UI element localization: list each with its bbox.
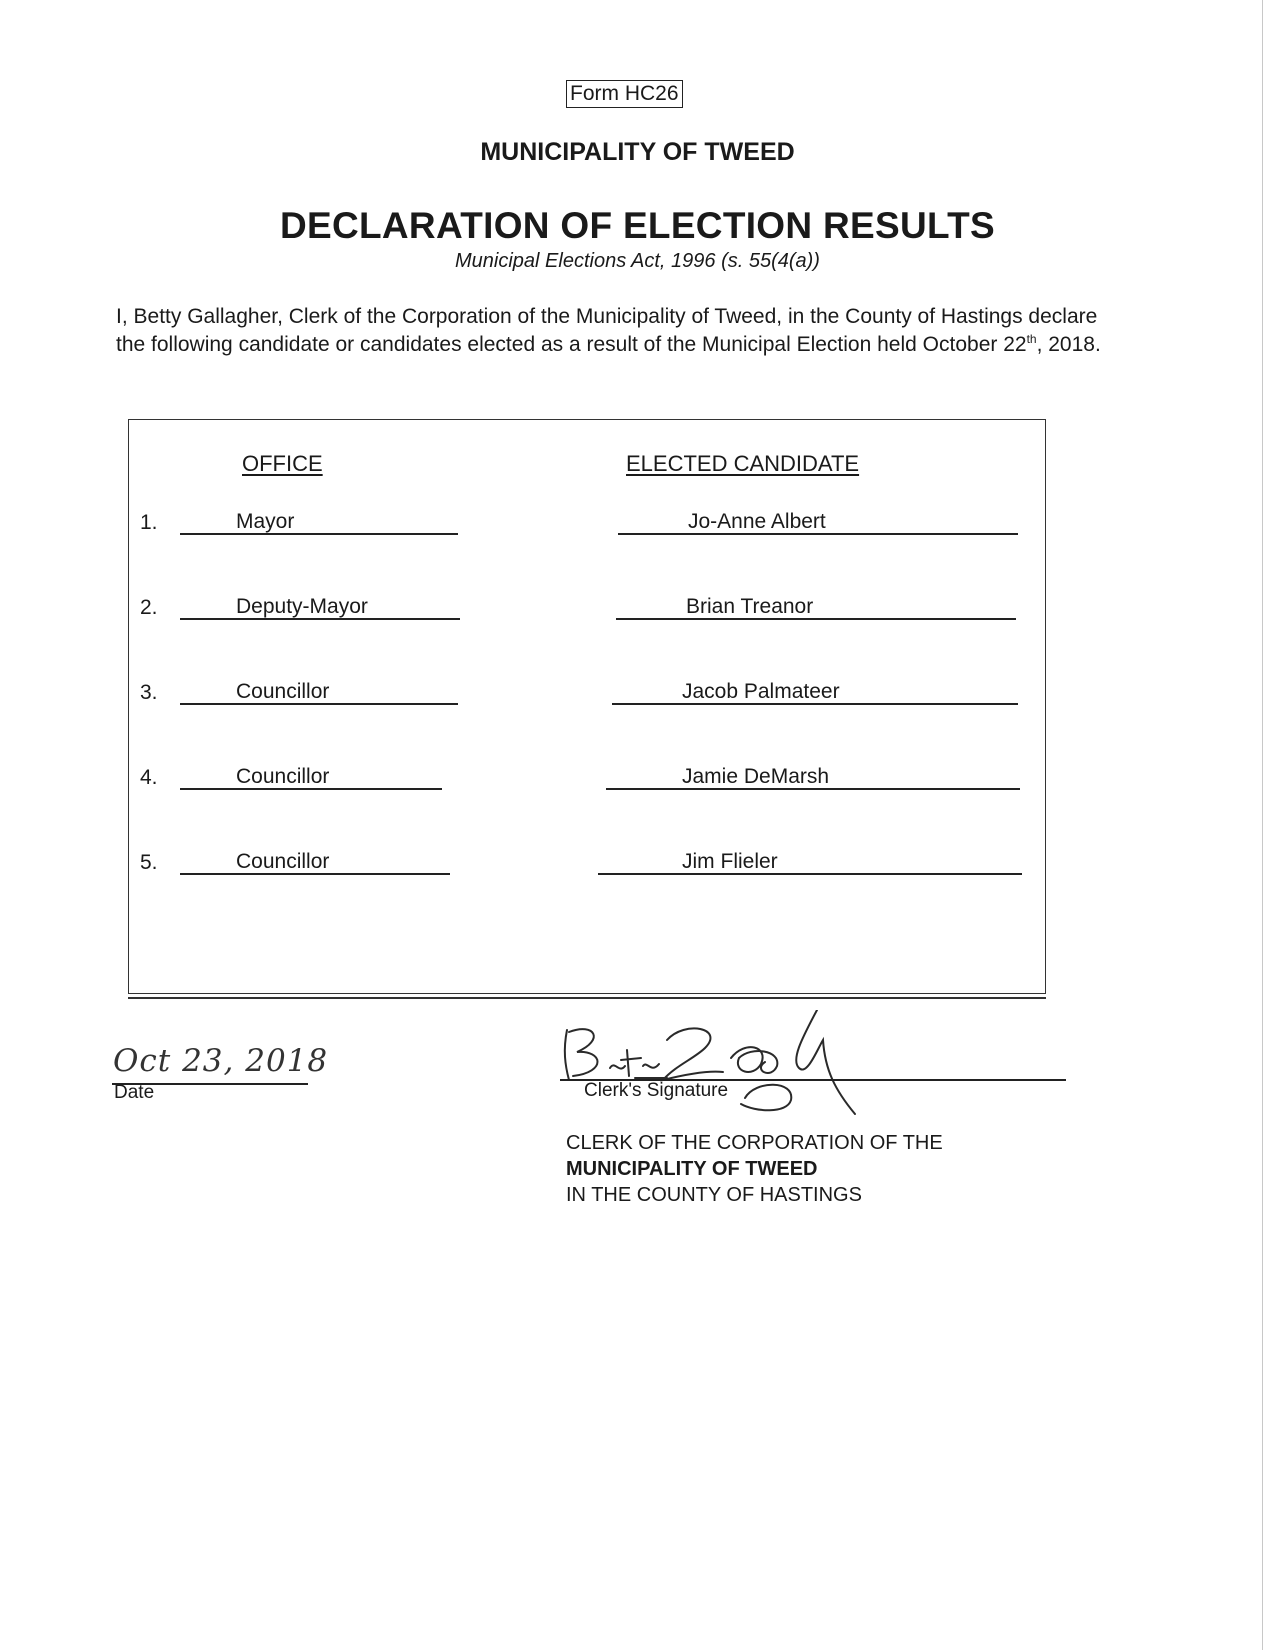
statute-reference: Municipal Elections Act, 1996 (s. 55(4(a)) (455, 250, 820, 272)
date-label: Date (114, 1082, 155, 1103)
signature-label: Clerk's Signature (584, 1080, 729, 1101)
office-name: Councillor (236, 765, 330, 788)
candidate-name: Brian Treanor (686, 595, 814, 618)
row-number: 2. (140, 596, 158, 619)
office-name: Deputy-Mayor (236, 595, 368, 618)
scan-edge-line (1262, 0, 1263, 1650)
office-name: Councillor (236, 680, 330, 703)
candidate-name: Jo-Anne Albert (688, 510, 826, 533)
results-box (128, 419, 1046, 994)
handwritten-date: Oct 23, 2018 (113, 1043, 329, 1079)
office-name: Councillor (236, 850, 330, 873)
row-number: 5. (140, 851, 158, 874)
declaration-paragraph (116, 303, 1126, 359)
candidate-line (616, 618, 1016, 620)
declaration-text-end: , 2018. (1036, 333, 1101, 356)
clerk-title-line1: CLERK OF THE CORPORATION OF THE (566, 1132, 943, 1154)
clerk-title-block (566, 1130, 943, 1208)
municipality-heading: MUNICIPALITY OF TWEED (480, 138, 795, 166)
row-number: 3. (140, 681, 158, 704)
candidate-name: Jacob Palmateer (682, 680, 840, 703)
results-box-double-rule (128, 997, 1046, 999)
clerk-title-line3: IN THE COUNTY OF HASTINGS (566, 1184, 862, 1206)
row-number: 1. (140, 511, 158, 534)
candidate-column-header: ELECTED CANDIDATE (626, 451, 860, 476)
candidate-name: Jamie DeMarsh (682, 765, 830, 788)
clerk-title-line2: MUNICIPALITY OF TWEED (566, 1158, 818, 1180)
candidate-line (598, 873, 1022, 875)
ordinal-suffix: th (1026, 332, 1037, 346)
office-name: Mayor (236, 510, 295, 533)
form-id-label: Form HC26 (566, 80, 683, 108)
office-column-header: OFFICE (242, 451, 323, 476)
declaration-text: I, Betty Gallagher, Clerk of the Corporation of the Municipality of Tweed, in the County of Hastings declare the following candidate or candidates elected as a result of the Municipal Election held October 22 (116, 305, 1098, 356)
candidate-name: Jim Flieler (682, 850, 778, 873)
row-number: 4. (140, 766, 158, 789)
office-line (180, 533, 458, 535)
document-title: DECLARATION OF ELECTION RESULTS (279, 205, 996, 246)
